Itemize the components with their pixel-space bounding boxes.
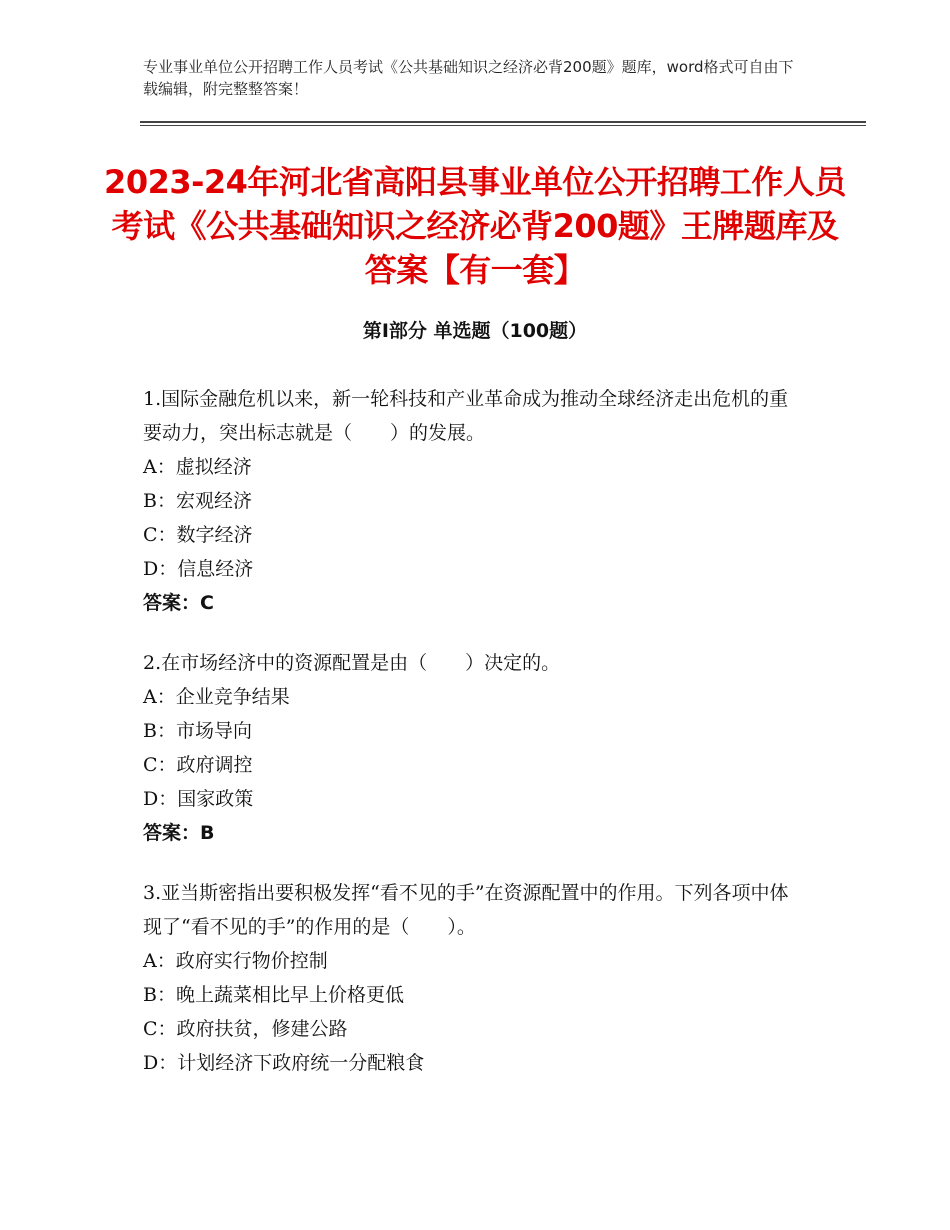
option-d: D：计划经济下政府统一分配粮食 [143, 1052, 425, 1074]
option-c: C：数字经济 [143, 524, 253, 546]
question-1 [143, 382, 803, 620]
header-rule-thin [140, 125, 866, 126]
question-2 [143, 646, 803, 850]
option-d: D：国家政策 [143, 788, 254, 810]
question-stem: 1.国际金融危机以来，新一轮科技和产业革命成为推动全球经济走出危机的重要动力，突出标志就是（ ）的发展。 [143, 388, 789, 444]
option-b: B：市场导向 [143, 720, 252, 742]
question-stem: 3.亚当斯密指出要积极发挥“看不见的手”在资源配置中的作用。下列各项中体现了“看不见的手”的作用的是（ ）。 [143, 882, 789, 938]
option-a: A：企业竞争结果 [143, 686, 290, 708]
question-3 [143, 876, 803, 1080]
question-stem: 2.在市场经济中的资源配置是由（ ）决定的。 [143, 652, 561, 674]
header-note: 专业事业单位公开招聘工作人员考试《公共基础知识之经济必背200题》题库，word格式可自由下载编辑，附完整整答案！ [143, 58, 794, 98]
option-b: B：晚上蔬菜相比早上价格更低 [143, 984, 404, 1006]
option-d: D：信息经济 [143, 558, 254, 580]
document-title: 2023-24年河北省高阳县事业单位公开招聘工作人员考试《公共基础知识之经济必背200题》王牌题库及答案【有一套】 [104, 163, 846, 289]
question-list [143, 382, 803, 1106]
option-a: A：政府实行物价控制 [143, 950, 328, 972]
answer-line: 答案：C [143, 592, 214, 614]
option-c: C：政府调控 [143, 754, 253, 776]
option-a: A：虚拟经济 [143, 456, 252, 478]
option-c: C：政府扶贫，修建公路 [143, 1018, 348, 1040]
option-b: B：宏观经济 [143, 490, 252, 512]
header-rule-thick [140, 121, 866, 123]
section-heading: 第Ⅰ部分 单选题（100题） [362, 320, 588, 342]
answer-line: 答案：B [143, 822, 215, 844]
